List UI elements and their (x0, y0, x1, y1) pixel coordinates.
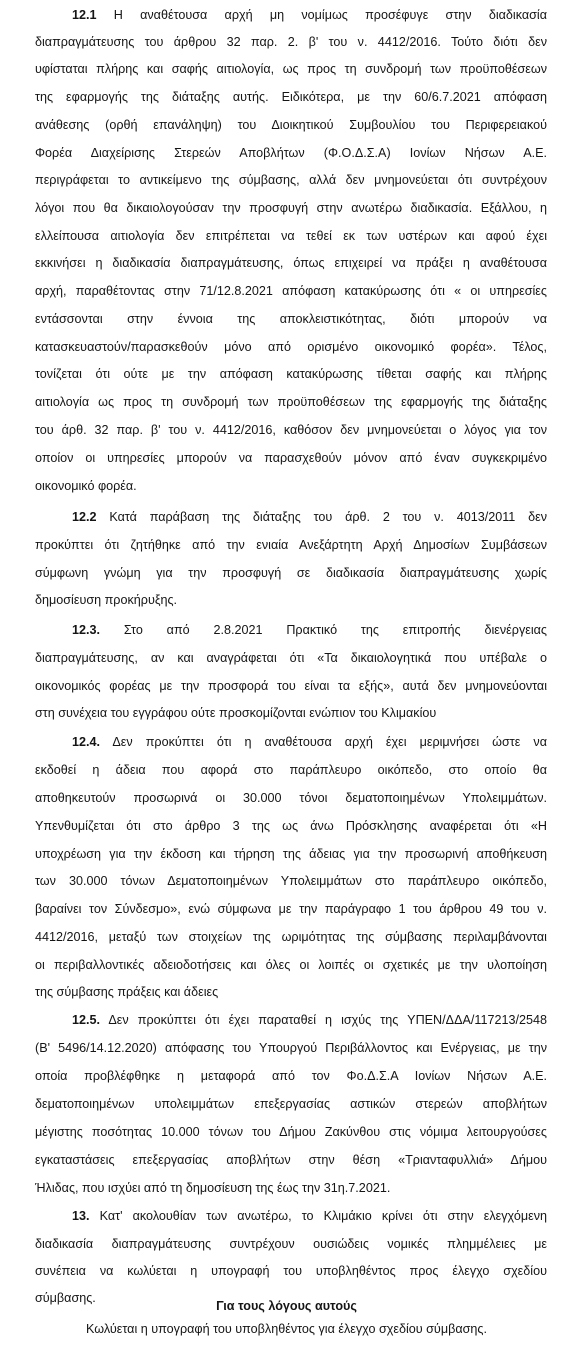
text-line: βαραίνει τον Σύνδεσμο», ενώ σύμφωνα με την παράγραφο 1 του άρθρου 49 του ν. (35, 902, 547, 916)
text-line: εγκαταστάσεις επεξεργασίας αποβλήτων στην θέση «Τριανταφυλλιά» Δήμου (35, 1153, 547, 1167)
text-line: συνέπεια να κωλύεται η υπογραφή του υποβληθέντος προς έλεγχο σχεδίου (35, 1264, 547, 1278)
paragraph-number: 13. (72, 1209, 90, 1223)
text-line: της σύμβασης πράξεις και άδειες (35, 985, 219, 999)
text-line: εκδοθεί η άδεια που αφορά στο παράπλευρο οικόπεδο, στο οποίο θα (35, 763, 547, 777)
line-text: Δεν προκύπτει ότι έχει παραταθεί η ισχύς της ΥΠΕΝ/ΔΔΑ/117213/2548 (108, 1013, 547, 1027)
text-line: τονίζεται ότι ούτε με την απόφαση κατακύρωσης τίθεται σαφής και πλήρης (35, 367, 547, 381)
line-text: Δεν προκύπτει ότι η αναθέτουσα αρχή έχει μεριμνήσει ώστε να (112, 735, 547, 749)
text-line (72, 1009, 547, 1031)
text-line: υποχρέωση για την έκδοση και τήρηση της άδειας για την προσωρινή αποθήκευση (35, 847, 547, 861)
text-line: αιτιολογία ως προς τη συνδρομή των προϋποθέσεων της εφαρμογής της διάταξης (35, 395, 547, 409)
closing-heading: Για τους λόγους αυτούς (216, 1299, 357, 1313)
text-line (72, 731, 547, 753)
text-line: κατασκευαστούν/παρασκεθούν μόνο από ορισμένο οικονομικό φορέα». Τέλος, (35, 340, 547, 354)
text-line: 4412/2016, μεταξύ των στοιχείων της ωριμότητας της σύμβασης περιλαμβάνονται (35, 930, 547, 944)
text-line: οποίον οι υπηρεσίες μπορούν να παρασχεθούν μόνον από έναν συγκεκριμένο (35, 451, 547, 465)
text-line: των 30.000 τόνων Δεματοποιημένων Υπολειμμάτων στο παράπλευρο οικόπεδο, (35, 874, 547, 888)
text-line (72, 619, 547, 641)
text-line: αποθηκευτούν προσωρινά οι 30.000 τόνοι δεματοποιημένων Υπολειμμάτων. (35, 791, 547, 805)
text-line: εντάσσονται στην έννοια της αποκλειστικότητας, διότι μπορούν να (35, 312, 547, 326)
text-line: οποία προβλέφθηκε η μεταφορά από τον Φο.Δ.Σ.Α Ιονίων Νήσων Α.Ε. (35, 1069, 547, 1083)
text-line: δημοσίευση προκήρυξης. (35, 593, 178, 607)
text-line: εκκινήσει η διαδικασία διαπραγμάτευσης, όπως επιχειρεί να πράξει η αναθέτουσα (35, 256, 547, 270)
paragraph-number: 12.4. (72, 735, 101, 749)
text-line: οικονομικό φορέα. (35, 479, 137, 493)
text-line: μέγιστης ποσότητας 10.000 τόνων του Δήμου Ζακύνθου στις νόμιμα λειτουργούσες (35, 1125, 547, 1139)
text-line: Ήλιδας, που ισχύει από τη δημοσίευση της έως την 31η.7.2021. (35, 1181, 391, 1195)
paragraph-number: 12.1 (72, 8, 97, 22)
text-line: υφίσταται πλήρης και σαφής αιτιολογία, ως προς τη συνδρομή των προϋποθέσεων (35, 62, 547, 76)
text-line: ανάθεσης (ορθή επανάληψη) του Διοικητικού Συμβουλίου του Περιφερειακού (35, 118, 547, 132)
paragraph-number: 12.2 (72, 510, 97, 524)
text-line: λόγοι που θα δικαιολογούσαν την προσφυγή στην ανωτέρω διαδικασία. Εξάλλου, η (35, 201, 547, 215)
paragraph-number: 12.3. (72, 623, 101, 637)
text-line: δεματοποιημένων υπολειμμάτων επεξεργασίας αστικών στερεών αποβλήτων (35, 1097, 547, 1111)
text-line: διαδικασία διαπραγμάτευσης συντρέχουν ουσιώδεις νομικές πλημμέλειες με (35, 1237, 547, 1251)
text-line: διαπραγμάτευσης, αν και αναγράφεται ότι «Τα δικαιολογητικά που υπέβαλε ο (35, 651, 547, 665)
text-line: σύμβασης. (35, 1291, 96, 1305)
line-text: Κατά παράβαση της διάταξης του άρθ. 2 του ν. 4013/2011 δεν (109, 510, 548, 524)
line-text: Στο από 2.8.2021 Πρακτικό της επιτροπής διενέργειας (123, 623, 548, 637)
text-line: της εφαρμογής της διάταξης αυτής. Ειδικότερα, με την 60/6.7.2021 απόφαση (35, 90, 547, 104)
text-line: αρχή, παραθέτοντας στην 71/12.8.2021 απόφαση κατακύρωσης ότι « οι υπηρεσίες (35, 284, 547, 298)
text-line: διαπραγμάτευσης του άρθρου 32 παρ. 2. β' του ν. 4412/2016. Τούτο διότι δεν (35, 35, 547, 49)
line-text: Κατ' ακολουθίαν των ανωτέρω, το Κλιμάκιο κρίνει ότι στην ελεγχόμενη (99, 1209, 548, 1223)
text-line (72, 4, 547, 26)
text-line: στη συνέχεια του εγγράφου ούτε προσκομίζονται ενώπιον του Κλιμακίου (35, 706, 437, 720)
text-line (72, 1205, 547, 1227)
text-line: του άρθ. 32 παρ. β' του ν. 4412/2016, καθόσον δεν μνημονεύεται ο λόγος για τον (35, 423, 547, 437)
text-line: σύμφωνη γνώμη για την προσφυγή σε διαδικασία διαπραγμάτευσης χωρίς (35, 566, 547, 580)
paragraph-number: 12.5. (72, 1013, 101, 1027)
text-line: Φορέα Διαχείρισης Στερεών Αποβλήτων (Φ.Ο.Δ.Σ.Α) Ιονίων Νήσων Α.Ε. (35, 146, 547, 160)
text-line: περιγράφεται το αντικείμενο της σύμβασης, αλλά δεν μνημονεύεται ότι συντρέχουν (35, 173, 547, 187)
text-line: προκύπτει ότι ζητήθηκε από την ενιαία Ανεξάρτητη Αρχή Δημοσίων Συμβάσεων (35, 538, 547, 552)
text-line (72, 506, 547, 528)
text-line: οικονομικός φορέας με την προσφορά του είναι τα εξής», αυτά δεν μνημονεύονται (35, 679, 547, 693)
line-text: Η αναθέτουσα αρχή μη νομίμως προσέφυγε στην διαδικασία (113, 8, 548, 22)
closing-decision: Κωλύεται η υπογραφή του υποβληθέντος για έλεγχο σχεδίου σύμβασης. (86, 1322, 487, 1336)
text-line: οι περιβαλλοντικές αδειοδοτήσεις και όλες οι λοιπές οι σχετικές με την υλοποίηση (35, 958, 547, 972)
text-line: (Β' 5496/14.12.2020) απόφασης του Υπουργού Περιβάλλοντος και Ενέργειας, με την (35, 1041, 547, 1055)
text-line: Υπενθυμίζεται ότι στο άρθρο 3 της ως άνω Πρόσκλησης αναφέρεται ότι «Η (35, 819, 547, 833)
text-line: ελλείπουσα αιτιολογία δεν επιτρέπεται να τεθεί εκ των υστέρων και αφού έχει (35, 229, 547, 243)
